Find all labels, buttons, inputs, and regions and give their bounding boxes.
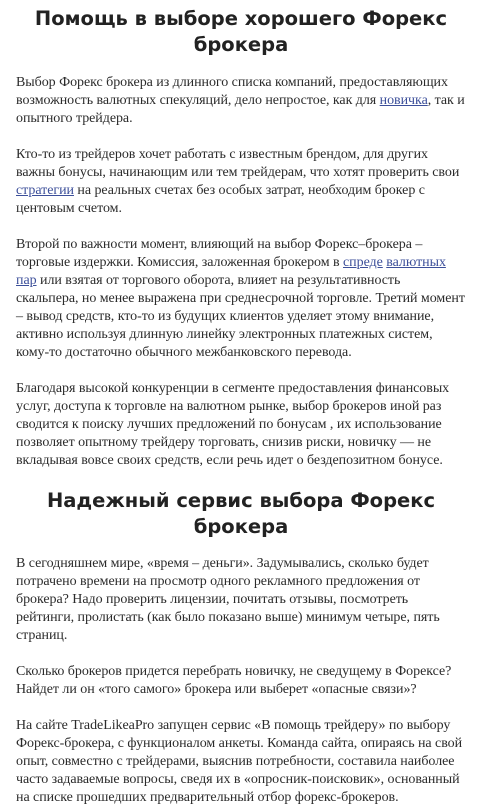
section-title-broker-choice: Помощь в выборе хорошего Форекс брокера [34, 7, 448, 56]
paragraph-text: Кто-то из трейдеров хочет работать с известным брендом, для других важны бонусы, начинающим или тем трейдерам, что хотят проверить свои [16, 147, 460, 180]
paragraph-text: , так и опытного трейдера. [16, 93, 465, 126]
paragraph-tradelikeapro-service: На сайте TradeLikeaPro запущен сервис «В помощь трейдеру» по выбору Форекс-брокера, с функционалом анкеты. Команда сайта, опираясь на свой опыт, совместно с трейдерами, выяснив потребности, составила наиболее часто задаваемые вопросы, сведя их в «опросник-поисковик», основанный на списке прошедших предварительный отбор форекс-брокеров. [16, 718, 463, 805]
link-strategies[interactable]: стратегии [16, 183, 74, 198]
link-novice[interactable]: новичка [379, 93, 428, 108]
paragraph-how-many-brokers: Сколько брокеров придется перебрать новичку, не сведущему в Форексе? Найдет ли он «того самого» брокера или выберет «опасные связи»? [16, 664, 452, 697]
link-spread[interactable]: спреде [343, 255, 383, 270]
paragraph-text: на реальных счетах без особых затрат, необходим брокер с центовым счетом. [16, 183, 425, 216]
paragraph-text: Второй по важности момент, влияющий на выбор Форекс–брокера – торговые издержки. Комиссия, заложенная брокером в [16, 237, 423, 270]
paragraph-text: или взятая от торгового оборота, влияет на результативность скальпера, но менее выражена при среднесрочной торговле. Третий момент – вывод средств, кто-то из будущих клиентов уделяет этому внимание, активно используя длинную линейку электронных платежных систем, кому-то достаточно обычного межбанковского перевода. [16, 273, 465, 360]
link-currency-pairs[interactable]: валютных пар [16, 255, 446, 288]
paragraph-brands-bonuses [16, 146, 466, 218]
paragraph-intro [16, 74, 466, 128]
paragraph-text: Выбор Форекс брокера из длинного списка компаний, предоставляющих возможность валютных спекуляций, дело непростое, как для [16, 75, 448, 108]
section-title-service: Надежный сервис выбора Форекс брокера [46, 489, 436, 538]
paragraph-time-money: В сегодняшнем мире, «время – деньги». Задумывались, сколько будет потрачено времени на просмотр одного рекламного предложения от брокера? Надо проверить лицензии, почитать отзывы, посмотреть рейтинги, пролистать (как было показано выше) минимум четыре, пять страниц. [16, 556, 440, 643]
paragraph-competition: Благодаря высокой конкуренции в сегменте предоставления финансовых услуг, доступа к торговле на валютном рынке, выбор брокеров иной раз сводится к поиску лучших предложений по бонусам , их использование позволяет опытному трейдеру торговать, снизив риски, новичку — не вкладывая вовсе своих средств, если речь идет о бездепозитном бонусе. [16, 381, 450, 468]
paragraph-costs [16, 236, 466, 362]
